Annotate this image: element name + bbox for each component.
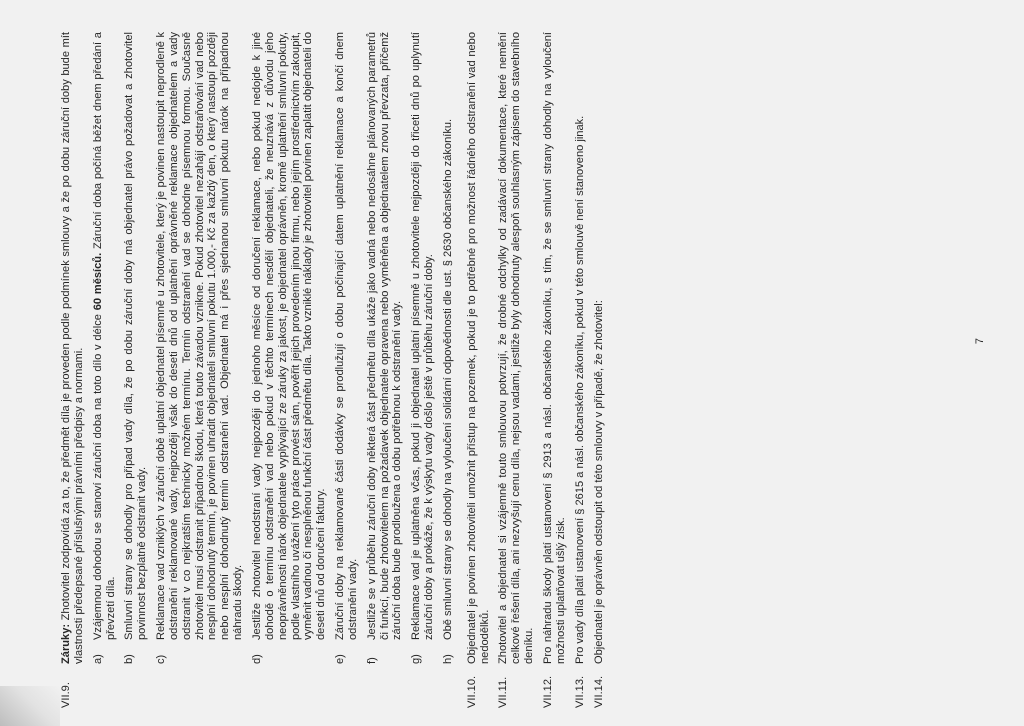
section-text: Pro vady díla platí ustanovení § 2615 a násl. občanského zákoníku, pokud v této smlouvě není stanoveno jinak. (573, 115, 586, 664)
clause-f (366, 32, 405, 664)
section-number: VII.11. (497, 676, 510, 708)
clause-text (92, 32, 118, 640)
page-number: 7 (974, 338, 986, 345)
section-vii-10 (466, 32, 492, 708)
clause-label: b) (123, 654, 136, 664)
clause-text: Smluvní strany se dohodly pro případ vady díla, že po dobu záruční doby má objednatel právo požadovat a zhotovitel povinnost bezplatně odstranit vady. (123, 32, 149, 640)
section-number: VII.10. (465, 675, 478, 708)
clause-text-start: Vzájemnou dohodou se stanoví záruční doba na toto dílo v délce (91, 314, 104, 640)
clause-text: Reklamace vad vzniklých v záruční době uplatní objednatel písemně u zhotovitele, který je povinen nastoupit neprodleně k odstranění reklamované vady, nejpozději však do deseti dnů od uplatnění oprávněné reklamace objednatelem a vady odstranit v co nejkratším technicky možném termínu. Termín odstranění vad se dohodne písemnou formou. Současně zhotovitel musí odstranit případnou škodu, která touto závadou vznikne. Pokud zhotovitel nezahájí odstraňování vad nebo nesplní dohodnutý termín, je povinen uhradit objednateli smluvní pokutu 1.000,- Kč za každý den, o který nastoupí později nebo nesplní dohodnutý termín odstranění vad. Objednatel má i přes sjednanou smluvní pokutu nárok na případnou náhradu škody. (155, 32, 245, 640)
clause-d (251, 32, 328, 664)
section-vii-14 (593, 32, 606, 708)
section-text: Objednatel je oprávněn odstoupit od této smlouvy v případě, že zhotovitel: (592, 300, 605, 664)
warranty-period: 60 měsíců. (91, 252, 104, 311)
section-vii-13 (574, 32, 587, 708)
clause-text: Záruční doby na reklamované části dodávky se prodlužují o dobu počínající datem uplatnění reklamace a končí dnem odstranění vady. (334, 32, 359, 640)
document-body (60, 32, 611, 708)
section-vii-12 (542, 32, 568, 708)
section-text: Zhotovitel a objednatel si vzájemně touto smlouvou potvrzují, že drobné odchylky od zadávací dokumentace, které nemění celkové řešení díla, ani nezvyšují cenu díla, nejsou vadami, jestliže byly dohodnuty alespoň souhlasným zápisem do stavebního deníku. (497, 32, 536, 664)
scan-edge-shadow (0, 686, 60, 726)
clause-label: c) (155, 654, 168, 664)
clause-label: h) (441, 654, 454, 664)
clause-label: d) (250, 654, 263, 664)
section-vii-11 (497, 32, 536, 708)
clause-text: Obě smluvní strany se dohodly na vyloučení solidární odpovědnosti dle ust. § 2630 občanského zákoníku. (441, 118, 454, 640)
clause-text: Jestliže se v průběhu záruční doby některá část předmětu díla ukáže jako vadná nebo nedosáhne plánovaných parametrů či funkcí, bude zhotovitelem na požadavek objednatele opravena nebo vyměněna a objednatelem znovu převzata, přičemž záruční doba bude prodloužena o dobu potřebnou k odstranění vady. (365, 32, 404, 640)
clause-text-end: Záruční doba počíná běžet dnem předání a převzetí díla. (91, 32, 117, 640)
clause-label: f) (365, 657, 378, 664)
section-number: VII.14. (592, 675, 605, 708)
section-text: Objednatel je povinen zhotoviteli umožnit přístup na pozemek, pokud je to potřebné pro možnost řádného odstranění vad nebo nedodělků. (465, 32, 491, 664)
clause-text: Reklamace vad je uplatněna včas, pokud ji objednatel uplatní písemně u zhotovitele nejpozději do třiceti dnů po uplynutí záruční doby a prokáže, že k výskytu vady došlo ještě v průběhu záruční doby. (410, 32, 436, 640)
clause-e (334, 32, 360, 664)
clause-label: a) (91, 654, 104, 664)
clause-label: g) (410, 654, 423, 664)
section-vii-9 (60, 32, 460, 708)
section-number: VII.9. (60, 682, 72, 708)
section-text: Pro náhradu škody platí ustanovení § 2913 a násl. občanského zákoníku, s tím, že se smluvní strany dohodly na vyloučení možnosti uplatňovat ušlý zisk. (542, 32, 567, 664)
section-title: Záruky: (60, 623, 72, 664)
section-intro-text: Zhotovitel zodpovídá za to, že předmět díla je proveden podle podmínek smlouvy a že po dobu záruční doby bude mít vlastnosti předepsané příslušnými právními předpisy a normami. (60, 32, 85, 664)
clause-g (410, 32, 436, 664)
clause-c (155, 32, 245, 664)
section-intro (60, 32, 86, 664)
section-body (60, 32, 460, 664)
clause-b (123, 32, 149, 664)
clause-a (92, 32, 118, 664)
section-number: VII.12. (542, 675, 554, 708)
clause-h (442, 32, 455, 664)
section-number: VII.13. (573, 675, 586, 708)
clause-text: Jestliže zhotovitel neodstraní vady nejpozději do jednoho měsíce od doručení reklamace, nebo pokud nedojde k jiné dohodě o termínu odstranění vad nebo pokud v těchto termínech nesdělí objednateli, že neuznává z důvodu jeho neoprávněnosti nárok objednatele vyplývající ze záruky za jakost, je objednatel oprávněn, kromě uplatnění smluvní pokuty, podle vlastního uvážení tyto práce provést sám, pověřit jejich provedením jinou firmu, nebo jejím prostřednictvím zakoupit, vyměnit vadnou či nesplněnou funkční část předmětu díla. Takto vzniklé náklady je zhotovitel povinen zaplatit objednateli do deseti dnů od doručení faktury. (250, 32, 328, 640)
clause-label: e) (334, 654, 347, 664)
